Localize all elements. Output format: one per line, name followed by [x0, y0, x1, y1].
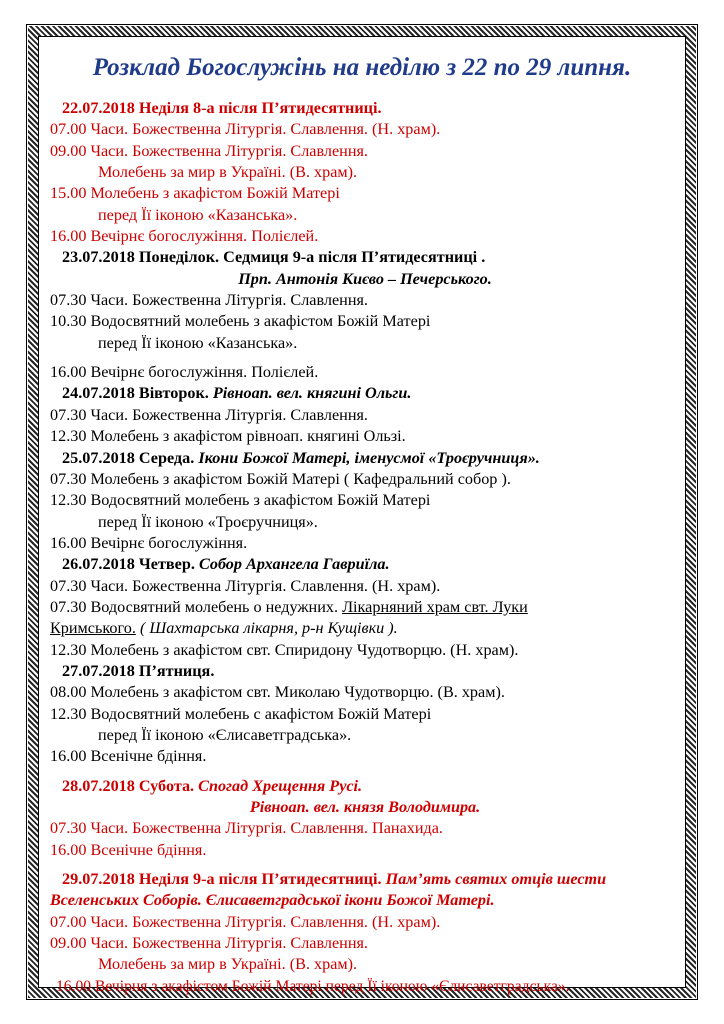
day-header-29 [50, 869, 680, 890]
day-subheader-28: Рівноап. вел. князя Володимира. [249, 798, 481, 816]
service-line [50, 597, 680, 618]
service-line: 09.00 Часи. Божественна Літургія. Славлення. [50, 141, 368, 160]
day-header-22: 22.07.2018 Неділя 8-а після П’ятидесятниці. [62, 99, 382, 117]
service-line: Молебень за мир в Україні. (В. храм). [98, 163, 358, 182]
day-header-26 [50, 554, 680, 575]
day-date: 26.07.2018 Четвер. [62, 555, 199, 574]
location-note: ( Шахтарська лікарня, р-н Кущівки ). [135, 619, 398, 638]
day-feast-cont-29: Вселенських Соборів. Єлисаветградської ікони Божої Матері. [50, 891, 495, 910]
service-line: 07.30 Молебень з акафістом Божій Матері ( Кафедральний собор ). [50, 469, 511, 488]
service-line: 07.30 Часи. Божественна Літургія. Славлення. [50, 291, 368, 310]
service-line: 07.30 Часи. Божественна Літургія. Славлення. [50, 405, 368, 424]
service-line: 12.30 Водосвятний молебень з акафістом Божій Матері [50, 491, 431, 510]
service-line [50, 618, 680, 639]
schedule [50, 98, 680, 997]
day-subheader-23: Прп. Антонія Києво – Печерського. [238, 269, 492, 288]
service-line: 16.00 Всенічне бдіння. [50, 747, 207, 766]
service-line: перед Її іконою «Казанська». [98, 333, 298, 352]
day-feast: Рівноап. вел. княгині Ольги. [212, 384, 412, 403]
service-line: 07.00 Часи. Божественна Літургія. Славлення. (Н. храм). [50, 912, 441, 931]
service-line: 12.30 Молебень з акафістом свт. Спиридону Чудотворцю. (Н. храм). [50, 640, 519, 659]
service-line: 07.30 Часи. Божественна Літургія. Славлення. (Н. храм). [50, 576, 441, 595]
service-text: 07.30 Водосвятний молебень о недужних. [50, 597, 343, 616]
day-date: 29.07.2018 Неділя 9-а після П’ятидесятниці. [62, 870, 386, 889]
hospital-church-link[interactable]: Лікарняний храм свт. Луки [342, 597, 528, 616]
service-line: перед Її іконою «Єлисаветградська». [98, 725, 352, 744]
day-header-25 [50, 448, 680, 469]
service-line: 09.00 Часи. Божественна Літургія. Славлення. [50, 934, 368, 953]
service-line: 08.00 Молебень з акафістом свт. Миколаю Чудотворцю. (В. храм). [50, 683, 505, 702]
day-header-24 [50, 383, 680, 404]
service-line: 07.30 Часи. Божественна Літургія. Славлення. Панахида. [50, 819, 443, 838]
service-line: 16.00 Вечірня з акафістом Божій Матері перед Її іконою «Єлисаветградська». [56, 977, 570, 995]
service-line: 16.00 Вечірнє богослужіння. Полієлей. [50, 363, 319, 382]
service-line: Молебень за мир в Україні. (В. храм). [98, 955, 358, 974]
day-header-27: 27.07.2018 П’ятниця. [62, 661, 215, 680]
hospital-church-link-cont[interactable]: Кримського. [50, 619, 136, 638]
day-header-28 [50, 776, 680, 797]
day-date: 28.07.2018 Субота. [62, 776, 199, 795]
service-line: 16.00 Вечірнє богослужіння. Полієлей. [50, 227, 319, 246]
day-feast: Ікони Божої Матері, іменусмої «Троєручниця». [198, 448, 540, 467]
day-date: 24.07.2018 Вівторок. [62, 384, 213, 403]
service-line: 15.00 Молебень з акафістом Божій Матері [50, 184, 340, 203]
service-line: 10.30 Водосвятний молебень з акафістом Божій Матері [50, 312, 431, 331]
day-header-23: 23.07.2018 Понеділок. Седмиця 9-а після П’ятидесятниці . [62, 248, 486, 267]
day-feast: Спогад Хрещення Русі. [198, 776, 363, 795]
page-title: Розклад Богослужінь на неділю з 22 по 29 липня. [92, 54, 632, 81]
day-feast: Пам’ять святих отців шести [385, 870, 607, 889]
service-line: 12.30 Водосвятний молебень с акафістом Божій Матері [50, 704, 432, 723]
day-feast: Собор Архангела Гавриїла. [198, 555, 390, 574]
service-line: 16.00 Всенічне бдіння. [50, 840, 207, 859]
service-line: перед Її іконою «Троєручниця». [98, 512, 318, 531]
day-date: 25.07.2018 Середа. [62, 448, 199, 467]
service-line: 16.00 Вечірнє богослужіння. [50, 533, 248, 552]
service-line: перед Її іконою «Казанська». [98, 205, 298, 224]
service-line: 12.30 Молебень з акафістом рівноап. княгині Ользі. [50, 427, 406, 446]
service-line: 07.00 Часи. Божественна Літургія. Славлення. (Н. храм). [50, 120, 441, 139]
